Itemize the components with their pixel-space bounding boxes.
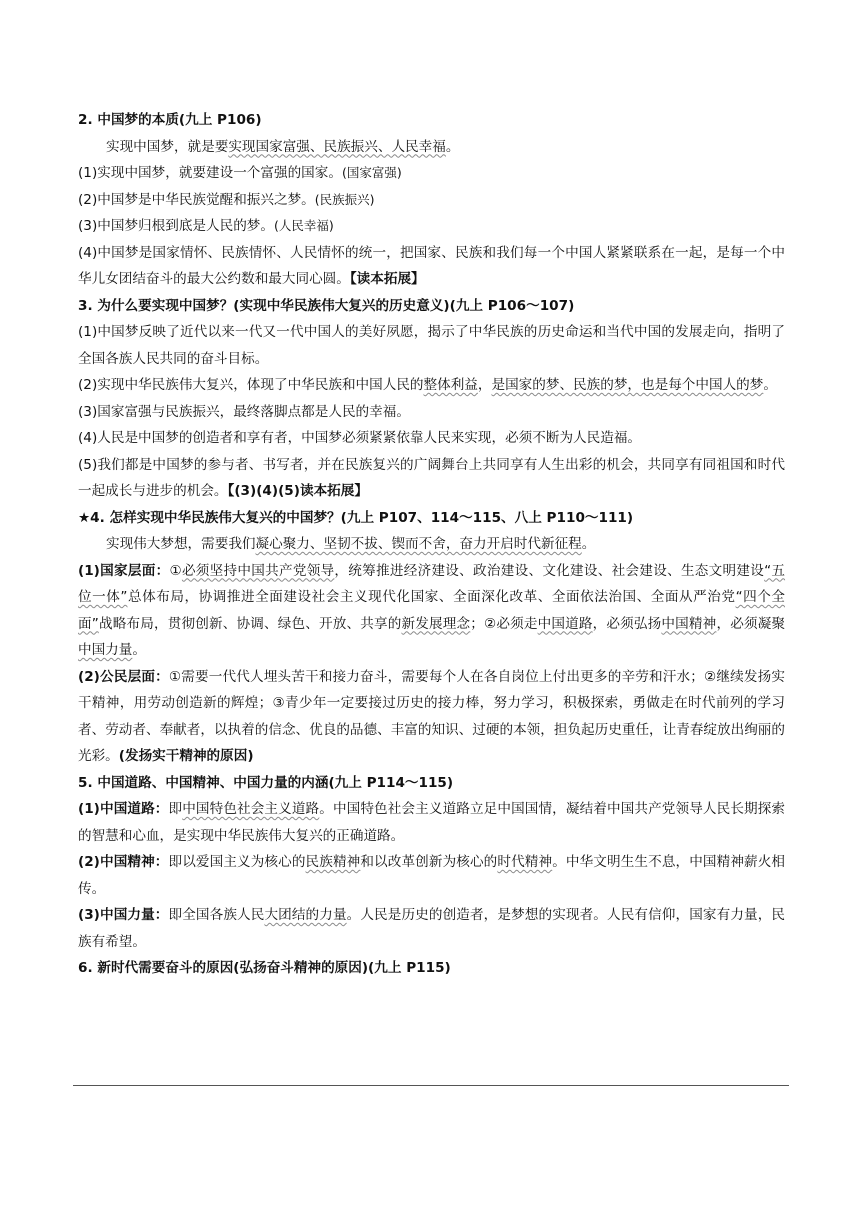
section-5-china-road: (1)中国道路：即中国特色社会主义道路。中国特色社会主义道路立足中国国情，凝结着中国共产党领导人民长期探索的智慧和心血，是实现中华民族伟大复兴的正确道路。	[78, 801, 786, 844]
document-content	[78, 107, 785, 982]
section-2-item-1: (1)实现中国梦，就要建设一个富强的国家。(国家富强)	[78, 165, 402, 181]
key-phrase: 凝心聚力、坚韧不拔、锲而不舍，奋力开启时代新征程	[255, 536, 582, 552]
label: (3)中国力量：	[78, 907, 169, 923]
label: (2)中国精神：	[78, 854, 169, 870]
tag: 【读本拓展】	[349, 271, 425, 287]
section-3-item-5: (5)我们都是中国梦的参与者、书写者，并在民族复兴的广阔舞台上共同享有人生出彩的机会，共同享有同祖国和时代一起成长与进步的机会。【(3)(4)(5)读本拓展】	[78, 456, 785, 499]
section-5-title: 5. 中国道路、中国精神、中国力量的内涵(九上 P114～115)	[78, 774, 454, 791]
key-phrase: “五位一体”	[78, 562, 786, 605]
section-3-item-1: (1)中国梦反映了近代以来一代又一代中国人的美好夙愿，揭示了中华民族的历史命运和当代中国的发展走向，指明了全国各族人民共同的奋斗目标。	[78, 324, 785, 367]
section-4-citizen-level: (2)公民层面：①需要一代代人埋头苦干和接力奋斗，需要每个人在各自岗位上付出更多的辛劳和汗水；②继续发扬实干精神，用劳动创造新的辉煌；③青少年一定要接过历史的接力棒，努力学习，积极探索，勇做走在时代前列的学习者、劳动者、奉献者，以执着的信念、优良的品德、丰富的知识、过硬的本领，担负起历史重任，让青春绽放出绚丽的光彩。(发扬实干精神的原因)	[78, 668, 785, 764]
label: (1)国家层面：	[78, 562, 170, 579]
tag: 【(3)(4)(5)读本拓展】	[227, 483, 368, 499]
key-phrase: “四个全面”	[78, 589, 785, 632]
section-5-china-power: (3)中国力量：即全国各族人民大团结的力量。人民是历史的创造者，是梦想的实现者。人民有信仰，国家有力量，民族有希望。	[78, 907, 786, 950]
key-phrase: 是国家的梦、民族的梦，也是每个中国人的梦	[491, 377, 764, 393]
note: (人民幸福)	[273, 218, 334, 233]
section-2-item-2: (2)中国梦是中华民族觉醒和振兴之梦。(民族振兴)	[78, 191, 375, 208]
key-phrase: 必须坚持中国共产党领导	[181, 562, 335, 579]
note: (民族振兴)	[314, 191, 375, 207]
section-3-item-3: (3)国家富强与民族振兴，最终落脚点都是人民的幸福。	[78, 403, 410, 420]
footer-divider	[73, 1085, 789, 1086]
section-2-title: 2. 中国梦的本质(九上 P106)	[78, 112, 262, 128]
section-3-item-4: (4)人民是中国梦的创造者和享有者，中国梦必须紧紧依靠人民来实现，必须不断为人民造福。	[78, 430, 642, 446]
label: (2)公民层面：	[78, 668, 169, 685]
key-phrase: 整体利益	[423, 377, 478, 393]
section-2-item-3: (3)中国梦归根到底是人民的梦。(人民幸福)	[78, 218, 334, 234]
key-phrase: 大团结的力量	[264, 907, 347, 923]
key-phrase: 中国特色社会主义道路	[182, 801, 320, 817]
section-2-intro: 实现中国梦，就是要实现国家富强、民族振兴、人民幸福。	[106, 138, 460, 155]
section-3-title: 3. 为什么要实现中国梦？(实现中华民族伟大复兴的历史意义)(九上 P106～107)	[78, 297, 575, 314]
tag: (发扬实干精神的原因)	[118, 748, 254, 764]
section-4-national-level: (1)国家层面：①必须坚持中国共产党领导，统筹推进经济建设、政治建设、文化建设、社会建设、生态文明建设“五位一体”总体布局，协调推进全面建设社会主义现代化国家、全面深化改革、全面依法治国、全面从严治党“四个全面”战略布局，贯彻创新、协调、绿色、开放、共享的新发展理念；②必须走中国道路，必须弘扬中国精神，必须凝聚中国力量。	[78, 562, 786, 658]
key-phrase: 中国道路	[537, 615, 593, 632]
label: (1)中国道路：	[78, 801, 169, 817]
note: (国家富强)	[341, 165, 402, 180]
section-6-title: 6. 新时代需要奋斗的原因(弘扬奋斗精神的原因)(九上 P115)	[78, 960, 451, 976]
key-phrase: 民族精神	[305, 854, 361, 870]
section-3-item-2: (2)实现中华民族伟大复兴，体现了中华民族和中国人民的整体利益，是国家的梦、民族的梦，也是每个中国人的梦。	[78, 377, 777, 393]
section-2-item-4: (4)中国梦是国家情怀、民族情怀、人民情怀的统一，把国家、民族和我们每一个中国人紧紧联系在一起，是每一个中华儿女团结奋斗的最大公约数和最大同心圆。【读本拓展】	[78, 244, 785, 287]
key-phrase: 新发展理念	[401, 615, 471, 632]
section-4-title: ★4. 怎样实现中华民族伟大复兴的中国梦？(九上 P107、114～115、八上 P110～111)	[78, 509, 634, 526]
key-phrase: 中国精神	[661, 615, 717, 632]
section-5-china-spirit: (2)中国精神：即以爱国主义为核心的民族精神和以改革创新为核心的时代精神。中华文明生生不息，中国精神薪火相传。	[78, 854, 786, 897]
section-4-intro: 实现伟大梦想，需要我们凝心聚力、坚韧不拔、锲而不舍，奋力开启时代新征程。	[106, 536, 596, 552]
key-phrase: 时代精神	[497, 854, 553, 870]
key-phrase: 中国力量	[78, 642, 133, 658]
key-phrase: 实现国家富强、民族振兴、人民幸福	[228, 138, 446, 155]
